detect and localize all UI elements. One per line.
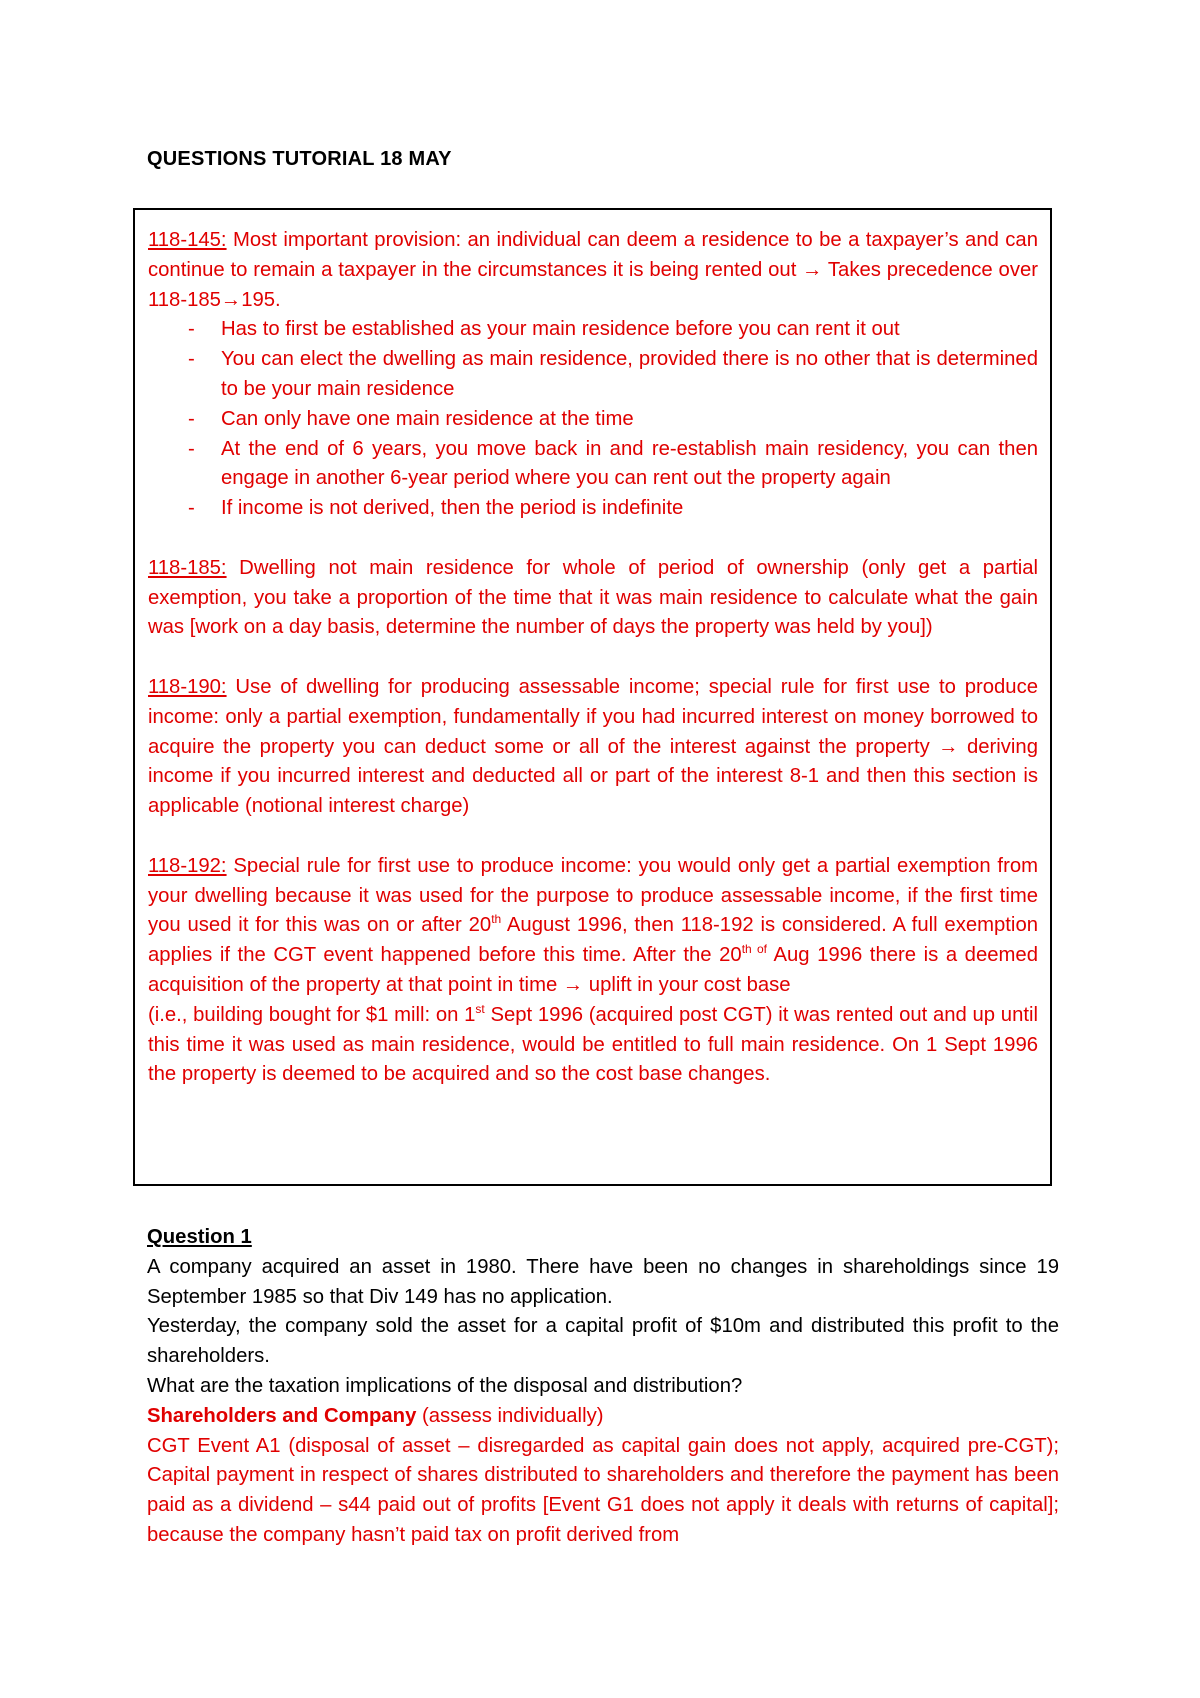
- section-118-145: [148, 226, 1038, 315]
- section-label: 118-145:: [148, 229, 227, 251]
- list-item: - You can elect the dwelling as main residence, provided there is no other that is determined to be your main residence: [148, 345, 1038, 405]
- answer-body: CGT Event A1 (disposal of asset – disregarded as capital gain does not apply, acquired pre-CGT); Capital payment in respect of shares distributed to shareholders and therefore the payment has been paid as a dividend – s44 paid out of profits [Event G1 does not apply it deals with returns of capital]; because the company hasn’t paid tax on profit derived from: [147, 1434, 1059, 1546]
- section-label: 118-190:: [148, 675, 227, 698]
- question-paragraph: A company acquired an asset in 1980. There have been no changes in shareholdings since 19 September 1985 so that Div 149 has no application.: [147, 1255, 1059, 1308]
- section-118-192: [148, 852, 1038, 1001]
- example-paragraph: [148, 1001, 1038, 1090]
- superscript: st: [475, 1001, 485, 1016]
- list-item: - Has to first be established as your main residence before you can rent it out: [148, 315, 1038, 345]
- section-text: Dwelling not main residence for whole of period of ownership (only get a partial exemption, you take a proportion of the time that it was main residence to calculate what the gain was [work on a day basis, determine the number of days the property was held by you]): [148, 556, 1038, 639]
- section-label: 118-185:: [148, 556, 227, 579]
- section-text: Special rule for first use to produce income: you would only get a partial exemption from your dwelling because it was used for the purpose to produce assessable income, if the first time you used it for this was on or after 20: [148, 854, 1038, 937]
- example-text: (i.e., building bought for $1 mill: on 1: [148, 1003, 476, 1026]
- list-item: - If income is not derived, then the period is indefinite: [148, 494, 1038, 524]
- list-item: - At the end of 6 years, you move back in and re-establish main residency, you can then engage in another 6-year period where you can rent out the property again: [148, 435, 1038, 495]
- question-paragraph: Yesterday, the company sold the asset for a capital profit of $10m and distributed this profit to the shareholders.: [147, 1315, 1059, 1368]
- section-text: Use of dwelling for producing assessable income; special rule for first use to produce income: only a partial exemption, fundamentally if you had incurred interest on money borrowed to acquire the property you can deduct some or all of the interest against the property → deriving income if you incurred interest and deducted all or part of the interest 8-1 and then this section is applicable (notional interest charge): [148, 675, 1038, 818]
- section-text: Aug 1996 there is a deemed acquisition of the property at that point in time → uplift in your cost base: [148, 944, 1038, 996]
- question-heading: Question 1: [147, 1226, 252, 1248]
- list-item: - Can only have one main residence at the time: [148, 405, 1038, 435]
- question-1-section: [147, 1223, 1059, 1551]
- example-text: Sept 1996 (acquired post CGT) it was rented out and up until this time it was used as main residence, would be entitled to full main residence. On 1 Sept 1996 the property is deemed to be acquired and so the cost base changes.: [148, 1003, 1038, 1086]
- section-118-185: [148, 554, 1038, 643]
- page-title: QUESTIONS TUTORIAL 18 MAY: [147, 148, 452, 170]
- superscript: th of: [741, 942, 767, 957]
- section-label: 118-192:: [148, 854, 227, 877]
- section-118-190: [148, 673, 1038, 822]
- notes-box: [133, 208, 1052, 1186]
- section-text: August 1996, then 118-192 is considered. A full exemption applies if the CGT event happened before this time. After the 20: [148, 914, 1038, 967]
- answer-heading-bold: Shareholders and Company: [147, 1404, 417, 1427]
- superscript: th: [491, 912, 502, 927]
- question-paragraph: What are the taxation implications of the disposal and distribution?: [147, 1374, 743, 1397]
- section-text: Most important provision: an individual can deem a residence to be a taxpayer’s and can continue to remain a taxpayer in the circumstances it is being rented out → Takes precedence over 118-185→195.: [148, 229, 1038, 311]
- answer-heading-rest: (assess individually): [416, 1404, 604, 1427]
- main-residence-bullet-list: [148, 315, 1038, 524]
- answer-heading: [147, 1402, 1059, 1432]
